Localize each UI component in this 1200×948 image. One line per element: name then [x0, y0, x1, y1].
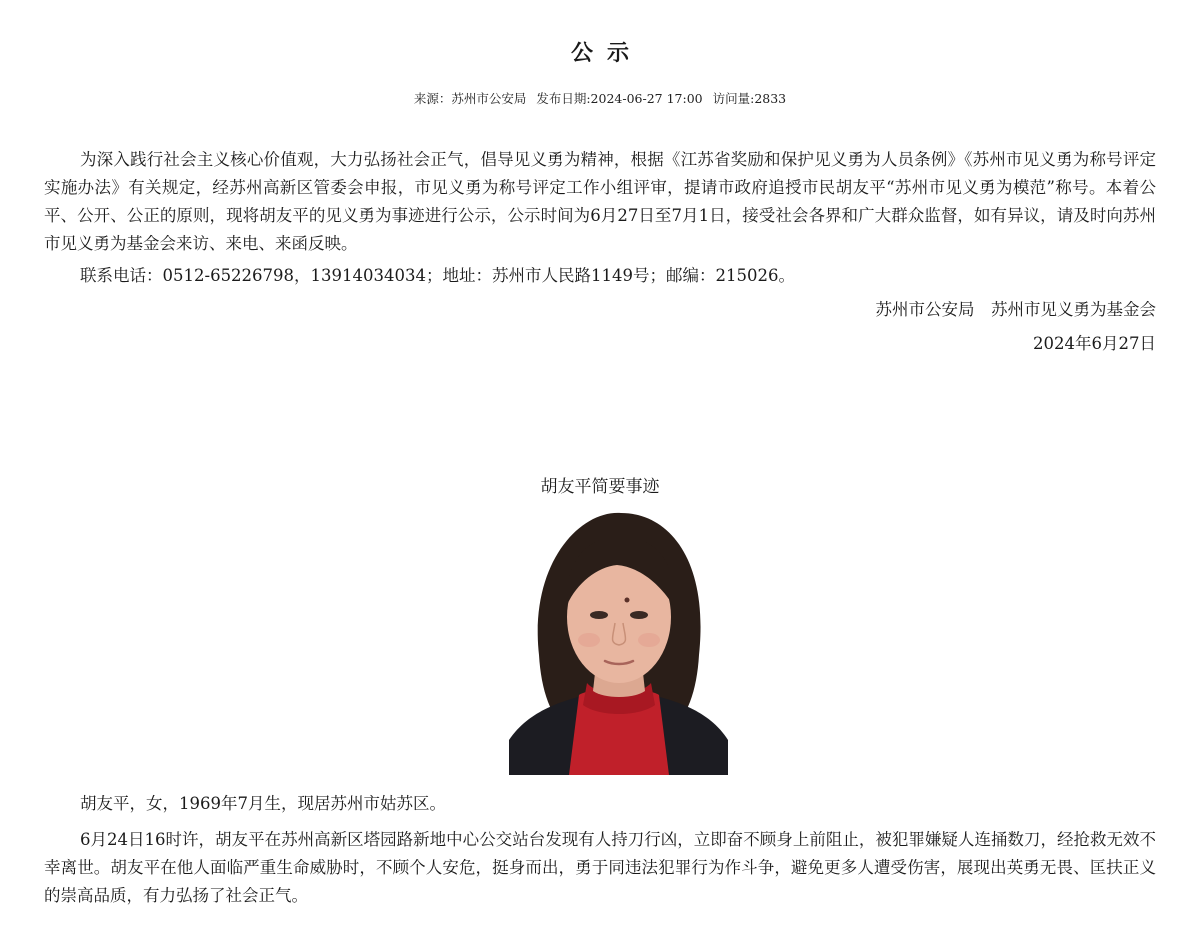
- profile-bio: 胡友平，女，1969年7月生，现居苏州市姑苏区。: [80, 794, 446, 813]
- meta-date: 发布日期:2024-06-27 17:00: [536, 91, 703, 106]
- profile-subtitle: 胡友平简要事迹: [540, 477, 660, 497]
- meta-source: 来源：苏州市公安局: [413, 91, 527, 106]
- meta-views: 访问量:2833: [712, 91, 787, 106]
- profile-story: 6月24日16时许，胡友平在苏州高新区塔园路新地中心公交站台发现有人持刀行凶，立即奋不顾身上前阻止，被犯罪嫌疑人连捅数刀，经抢救无效不幸离世。胡友平在他人面临严重生命威胁时，不顾个人安危，挺身而出，勇于同违法犯罪行为作斗争，避免更多人遭受伤害，展现出英勇无畏、匡扶正义的崇高品质，有力弘扬了社会正气。: [44, 830, 1156, 905]
- signature-orgs: 苏州市公安局 苏州市见义勇为基金会: [875, 300, 1156, 319]
- contact-info: 联系电话：0512-65226798，13914034034；地址：苏州市人民路1149号；邮编：215026。: [80, 266, 796, 285]
- signature-date: 2024年6月27日: [1033, 334, 1156, 353]
- page-title: 公示: [570, 40, 643, 66]
- notice-body-paragraph: 为深入践行社会主义核心价值观，大力弘扬社会正气，倡导见义勇为精神，根据《江苏省奖励和保护见义勇为人员条例》《苏州市见义勇为称号评定实施办法》有关规定，经苏州高新区管委会申报，市见义勇为称号评定工作小组评审，提请市政府追授市民胡友平“苏州市见义勇为模范”称号。本着公平、公开、公正的原则，现将胡友平的见义勇为事迹进行公示，公示时间为6月27日至7月1日，接受社会各界和广大群众监督，如有异议，请及时向苏州市见义勇为基金会来访、来电、来函反映。: [44, 150, 1156, 253]
- article-meta: [0, 89, 1200, 107]
- portrait-photo: [509, 505, 728, 775]
- portrait-illustration: [509, 505, 728, 775]
